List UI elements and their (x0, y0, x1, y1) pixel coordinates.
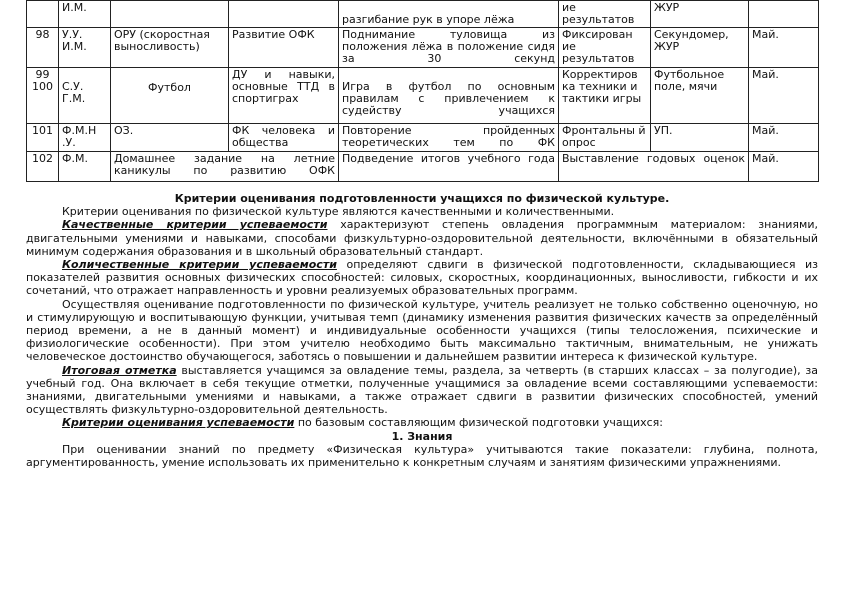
criteria-text (26, 192, 818, 469)
equipment-cell: ЖУР (651, 1, 749, 28)
month-cell (749, 1, 819, 28)
content-cell: Поднимание туловища из положения лёжа в положение сидя за 30 секунд (339, 28, 559, 68)
table-row (27, 124, 819, 152)
content-cell: Повторение пройденных теоретических тем по ФК (339, 124, 559, 152)
month-cell: Май. (749, 68, 819, 124)
table-row (27, 68, 819, 124)
section-cell: Домашнее задание на летние каникулы по развитию ОФК (111, 152, 339, 182)
content-cell: Игра в футбол по основным правилам с привлечением к судейству учащихся (339, 68, 559, 124)
section-title: Критерии оценивания подготовленности учащихся по физической культуре. (174, 192, 670, 205)
lesson-number: 102 (27, 152, 59, 182)
content-cell: Подведение итогов учебного года (339, 152, 559, 182)
equipment-cell: УП. (651, 124, 749, 152)
equipment-cell: Секундомер, ЖУР (651, 28, 749, 68)
section-cell: ОРУ (скоростная выносливость) (111, 28, 229, 68)
control-cell: Фронтальны й опрос (559, 124, 651, 152)
paragraph-text: выставляется учащимся за овладение темы, раздела, за четверть (в старших классах – за полугодие), за учебный год. Она включает в себя текущие отметки, полученные учащимися за овладение всеми составляющими успеваемости: знаниями, двигательными умениями и навыками, а также отражает сдвиги в развитии физических способностей, умений осуществлять физкультурно-оздоровительной деятельность. (26, 363, 818, 417)
section-cell: Футбол (111, 68, 229, 124)
term-assessment-criteria: Критерии оценивания успеваемости (62, 416, 295, 430)
control-cell: Выставление годовых оценок (559, 152, 749, 182)
paragraph (26, 258, 818, 298)
month-cell: Май. (749, 28, 819, 68)
topic-cell (229, 1, 339, 28)
paragraph-text: определяют сдвиги в физической подготовленности, складывающиеся из показателей развития основных физических способностей: силовых, скоростных, координационных, выносливости, гибкости и их сочетаний, что отражает направленность и уровни реализуемых образовательных программ. (26, 258, 818, 298)
paragraph (26, 416, 818, 429)
control-cell: Фиксирован ие результатов (559, 28, 651, 68)
lesson-number (27, 68, 59, 124)
teacher-initials: Ф.М.Н .У. (59, 124, 111, 152)
term-quantitative: Количественные критерии успеваемости (62, 258, 337, 272)
paragraph (26, 364, 818, 417)
teacher-initials: Ф.М. (59, 152, 111, 182)
lesson-number: 101 (27, 124, 59, 152)
topic-cell: ДУ и навыки, основные ТТД в спортиграх (229, 68, 339, 124)
month-cell: Май. (749, 152, 819, 182)
document-page (26, 0, 818, 469)
topic-cell: Развитие ОФК (229, 28, 339, 68)
month-cell: Май. (749, 124, 819, 152)
lesson-plan-table (26, 0, 819, 182)
table-row (27, 152, 819, 182)
term-final-grade: Итоговая отметка (62, 363, 177, 377)
table-row (27, 28, 819, 68)
table-row (27, 1, 819, 28)
paragraph: Осуществляя оценивание подготовленности по физической культуре, учитель реализует не только собственно оценочную, но и стимулирующую и воспитывающую функции, учитывая темп (динамику изменения развития физических качеств за определённый период времени, а не в данный момент) и индивидуальные особенности учащихся (типы телосложения, психические и физиологические особенности). При этом учителю необходимо быть максимально тактичным, внимательным, не унижать человеческое достоинство обучающегося, заботясь о повышении и дальнейшем развитии интереса к физической культуре. (26, 297, 818, 364)
teacher-initials: С.У. Г.М. (59, 68, 111, 124)
section-cell (111, 1, 229, 28)
paragraph-text: по базовым составляющим физической подготовки учащихся: (294, 416, 663, 430)
term-qualitative: Качественные критерии успеваемости (62, 218, 328, 232)
section-cell: ОЗ. (111, 124, 229, 152)
teacher-initials: И.М. (59, 1, 111, 28)
lesson-number-second: 100 (32, 80, 53, 93)
subheading-knowledge: 1. Знания (391, 429, 453, 443)
lesson-number (27, 1, 59, 28)
paragraph: При оценивании знаний по предмету «Физическая культура» учитываются такие показатели: глубина, полнота, аргументированность, умение использовать их применительно к конкретным случаям и занятиям физическими упражнениями. (26, 442, 818, 470)
paragraph: Критерии оценивания по физической культуре являются качественными и количественными. (62, 205, 615, 219)
equipment-cell: Футбольное поле, мячи (651, 68, 749, 124)
lesson-number: 98 (27, 28, 59, 68)
paragraph-text: характеризуют степень овладения программным материалом: знаниями, двигательными умениями и навыками, способами физкультурно-оздоровительной деятельности, включёнными в обязательный минимум содержания образования и в школьный образовательный стандарт. (26, 218, 818, 258)
topic-cell: ФК человека и общества (229, 124, 339, 152)
control-cell: ие результатов (559, 1, 651, 28)
control-cell: Корректиров ка техники и тактики игры (559, 68, 651, 124)
teacher-initials: У.У. И.М. (59, 28, 111, 68)
lesson-number-first: 99 (35, 68, 50, 81)
paragraph (26, 218, 818, 258)
content-cell: разгибание рук в упоре лёжа (339, 1, 559, 28)
